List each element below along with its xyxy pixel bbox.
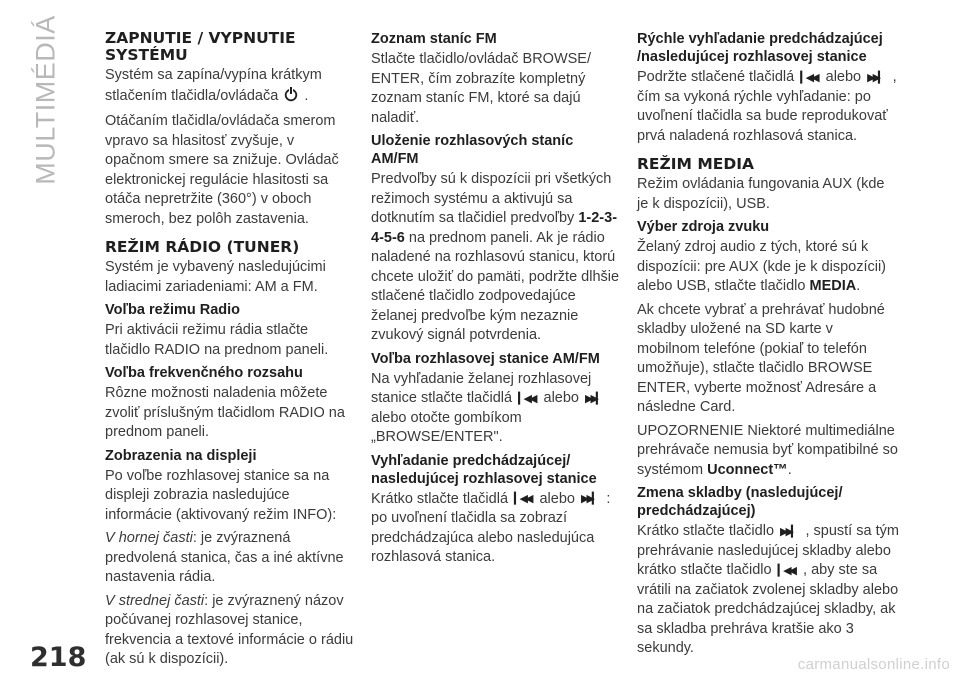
para-warning: UPOZORNENIE Niektoré multimediálne prehrávače nemusia byť kompatibilné so systémom Uconnect™.	[637, 422, 898, 478]
para-volume: Otáčaním tlačidla/ovládača smerom vpravo sa hlasitosť zvyšuje, v opačnom smere sa znižuje. Ovládač elektronickej regulácie hlasitosti sa otáča nepretržite (360°) v oboch smeroch, bez polôh zastavenia.	[105, 113, 339, 227]
subheading-radio-mode: Voľba režimu Radio	[105, 302, 241, 318]
column-3	[637, 30, 899, 663]
para-upper-part: V hornej časti: je zvýraznená predvolená stanica, čas a iné aktívne nastavenia rádia.	[105, 530, 344, 585]
previous-track-icon: ▎◀◀	[777, 563, 795, 577]
next-track-icon: ▶▶▎	[780, 524, 797, 538]
subheading-track-change: Zmena skladby (nasledujúcej/ predchádzajúcej)	[637, 485, 843, 519]
page-number: 218	[30, 642, 87, 673]
para-media-mode: Režim ovládania fungovania AUX (kde je k dispozícii), USB.	[637, 176, 885, 212]
para-select-station: Na vyhľadanie želanej rozhlasovej stanice stlačte tlačidlá ▎◀◀ alebo ▶▶▎ alebo otočte gombíkom „BROWSE/ENTER".	[371, 370, 623, 448]
subheading-fm-list: Zoznam staníc FM	[371, 31, 497, 47]
previous-track-icon: ▎◀◀	[514, 492, 531, 506]
para-radio-mode: Pri aktivácii režimu rádia stlačte tlačidlo RADIO na prednom paneli.	[105, 322, 329, 358]
para-track-change: Krátko stlačte tlačidlo ▶▶▎ , spustí sa tým prehrávanie nasledujúcej skladby alebo krátko stlačte tlačidlo ▎◀◀ , aby ste sa vrátili na začiatok zvolenej skladby alebo na začiatok predchádzajúcej skladby, ak sa skladba prehráva kratšie ako 3 sekundy.	[637, 523, 899, 656]
para-fm-list: Stlačte tlačidlo/ovládač BROWSE/ ENTER, čím zobrazíte kompletný zoznam staníc FM, ktoré sa dajú naladiť.	[371, 51, 592, 126]
heading-media-mode: REŽIM MEDIA	[637, 155, 754, 173]
heading-radio-mode: REŽIM RÁDIO (TUNER)	[105, 238, 300, 256]
next-track-icon: ▶▶▎	[585, 391, 602, 405]
subheading-store-stations: Uloženie rozhlasových staníc AM/FM	[371, 133, 574, 167]
subheading-seek: Vyhľadanie predchádzajúcej/ nasledujúcej rozhlasovej stanice	[371, 452, 597, 487]
previous-track-icon: ▎◀◀	[518, 391, 535, 405]
para-display: Po voľbe rozhlasovej stanice sa na displeji zobrazia nasledujúce informácie (aktivovaný režim INFO):	[105, 467, 337, 523]
para-middle-part: V strednej časti: je zvýraznený názov počúvanej rozhlasovej stanice, frekvencia a textové informácie o rádiu (ak sú k dispozícii).	[105, 592, 354, 667]
heading-on-off: ZAPNUTIE / VYPNUTIE SYSTÉMU	[105, 29, 296, 64]
previous-track-icon: ▎◀◀	[800, 70, 817, 84]
subheading-display: Zobrazenia na displeji	[105, 447, 257, 464]
column-2	[371, 30, 623, 572]
subheading-fast-seek: Rýchle vyhľadanie predchádzajúcej /nasledujúcej rozhlasovej stanice	[637, 31, 883, 65]
power-knob-icon	[284, 86, 298, 109]
para-audio-source: Želaný zdroj audio z tých, ktoré sú k dispozícii: pre AUX (kde je k dispozícii) alebo USB, stlačte tlačidlo MEDIA.	[637, 239, 887, 294]
para-tuners: Systém je vybavený nasledujúcimi ladiacimi zariadeniami: AM a FM.	[105, 259, 326, 295]
para-power: Systém sa zapína/vypína krátkym stlačením tlačidla/ovládača .	[105, 66, 357, 108]
section-side-label: MULTIMÉDIÁ	[30, 15, 61, 185]
next-track-icon: ▶▶▎	[867, 70, 884, 84]
watermark: carmanualsonline.info	[797, 656, 950, 673]
column-1	[105, 30, 357, 674]
subheading-audio-source: Výber zdroja zvuku	[637, 219, 770, 235]
para-seek: Krátko stlačte tlačidlá ▎◀◀ alebo ▶▶▎ : po uvoľnení tlačidla sa zobrazí predchádzajúca alebo nasledujúca rozhlasová stanica.	[371, 490, 611, 565]
para-sd-card: Ak chcete vybrať a prehrávať hudobné skladby uložené na SD karte v mobilnom telefóne (pokiaľ to telefón umožňuje), stlačte tlačidlo BROWSE ENTER, vyberte možnosť Adresáre a následne Card.	[637, 301, 885, 415]
para-store-stations: Predvoľby sú k dispozícii pri všetkých režimoch systému a aktivujú sa dotknutím sa tlačidiel predvoľby 1-2-3-4-5-6 na prednom paneli. Ak je rádio naladené na rozhlasovú stanicu, ktorú chcete uložiť do pamäti, podržte dlhšie stlačené tlačidlo zodpovedajúce želanej predvoľbe kým nezaznie zvukový signál potvrdenia.	[371, 171, 620, 343]
next-track-icon: ▶▶▎	[580, 492, 598, 506]
para-band: Rôzne možnosti naladenia môžete zvoliť príslušným tlačidlom RADIO na prednom paneli.	[105, 385, 345, 440]
subheading-select-station: Voľba rozhlasovej stanice AM/FM	[371, 350, 600, 367]
subheading-band: Voľba frekvenčného rozsahu	[105, 365, 303, 381]
para-fast-seek: Podržte stlačené tlačidlá ▎◀◀ alebo ▶▶▎ , čím sa vykoná rýchle vyhľadanie: po uvoľnení tlačidla sa bude reprodukovať prvá naladená rozhlasová stanica.	[637, 69, 897, 144]
